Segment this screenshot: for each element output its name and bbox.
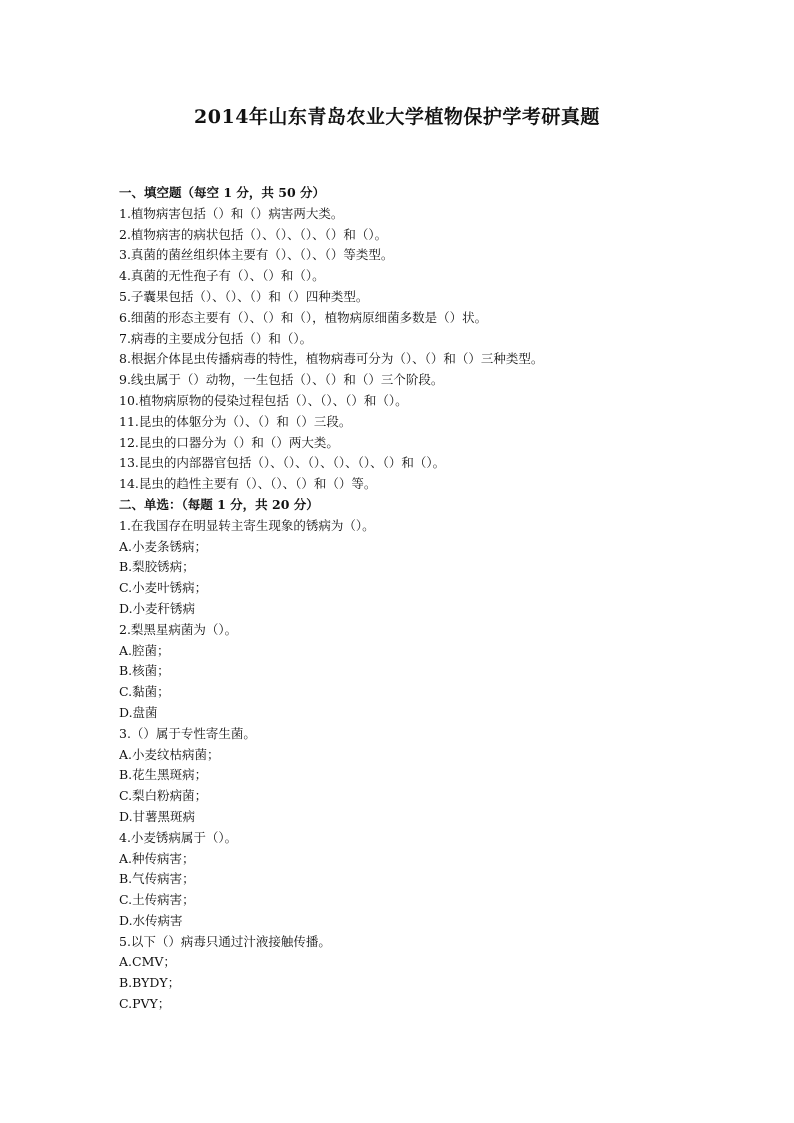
choice-option: B.气传病害； — [119, 871, 195, 887]
fill-question-8: 8.根据介体昆虫传播病毒的特性，植物病毒可分为（）、（）和（）三种类型。 — [119, 351, 544, 367]
choice-option: D.盘菌 — [119, 704, 158, 720]
fill-question-11: 11.昆虫的体躯分为（）、（）和（）三段。 — [119, 413, 352, 429]
fill-question-13: 13.昆虫的内部器官包括（）、（）、（）、（）、（）、（）和（）。 — [119, 455, 446, 471]
section-heading-fill-in: 一、填空题（每空 1 分，共 50 分） — [119, 185, 326, 200]
choice-option: A.小麦条锈病； — [119, 538, 208, 554]
choice-option: A.小麦纹枯病菌； — [119, 746, 220, 762]
fill-question-10: 10.植物病原物的侵染过程包括（）、（）、（）和（）。 — [119, 392, 408, 408]
choice-option: B.BYDY； — [119, 975, 181, 991]
choice-question-4: 4.小麦锈病属于（）。 — [119, 829, 238, 845]
fill-question-14: 14.昆虫的趋性主要有（）、（）、（）和（）等。 — [119, 476, 377, 492]
fill-question-4: 4.真菌的无性孢子有（）、（）和（）。 — [119, 268, 325, 284]
fill-question-7: 7.病毒的主要成分包括（）和（）。 — [119, 330, 313, 346]
choice-option: D.水传病害 — [119, 912, 183, 928]
choice-option: D.甘薯黑斑病 — [119, 808, 196, 824]
fill-question-6: 6.细菌的形态主要有（）、（）和（），植物病原细菌多数是（）状。 — [119, 309, 488, 325]
fill-question-12: 12.昆虫的口器分为（）和（）两大类。 — [119, 434, 339, 450]
choice-option: C.黏菌； — [119, 684, 170, 700]
choice-option: B.花生黑斑病； — [119, 767, 208, 783]
choice-option: A.腔菌； — [119, 642, 170, 658]
choice-option: C.梨白粉病菌； — [119, 788, 208, 804]
choice-question-3: 3.（）属于专性寄生菌。 — [119, 725, 256, 741]
choice-option: C.小麦叶锈病； — [119, 580, 208, 596]
fill-question-1: 1.植物病害包括（）和（）病害两大类。 — [119, 205, 344, 221]
document-body — [119, 183, 719, 1015]
choice-option: B.核菌； — [119, 663, 170, 679]
section-heading-single-choice: 二、单选：（每题 1 分，共 20 分） — [119, 496, 319, 512]
choice-option: C.土传病害； — [119, 892, 195, 908]
choice-question-2: 2.梨黑星病菌为（）。 — [119, 621, 238, 637]
choice-option: C.PVY； — [119, 996, 171, 1012]
fill-question-2: 2.植物病害的病状包括（）、（）、（）、（）和（）。 — [119, 226, 388, 242]
fill-question-5: 5.子囊果包括（）、（）、（）和（）四种类型。 — [119, 288, 369, 304]
choice-option: B.梨胶锈病； — [119, 559, 195, 575]
choice-question-5: 5.以下（）病毒只通过汁液接触传播。 — [119, 933, 331, 949]
choice-option: A.CMV； — [119, 954, 176, 970]
fill-question-9: 9.线虫属于（）动物，一生包括（）、（）和（）三个阶段。 — [119, 372, 444, 388]
fill-question-3: 3.真菌的菌丝组织体主要有（）、（）、（）等类型。 — [119, 247, 394, 263]
choice-option: D.小麦秆锈病 — [119, 600, 196, 616]
choice-question-1: 1.在我国存在明显转主寄生现象的锈病为（）。 — [119, 517, 375, 533]
document-title: 2014年山东青岛农业大学植物保护学考研真题 — [194, 106, 600, 128]
choice-option: A.种传病害； — [119, 850, 195, 866]
